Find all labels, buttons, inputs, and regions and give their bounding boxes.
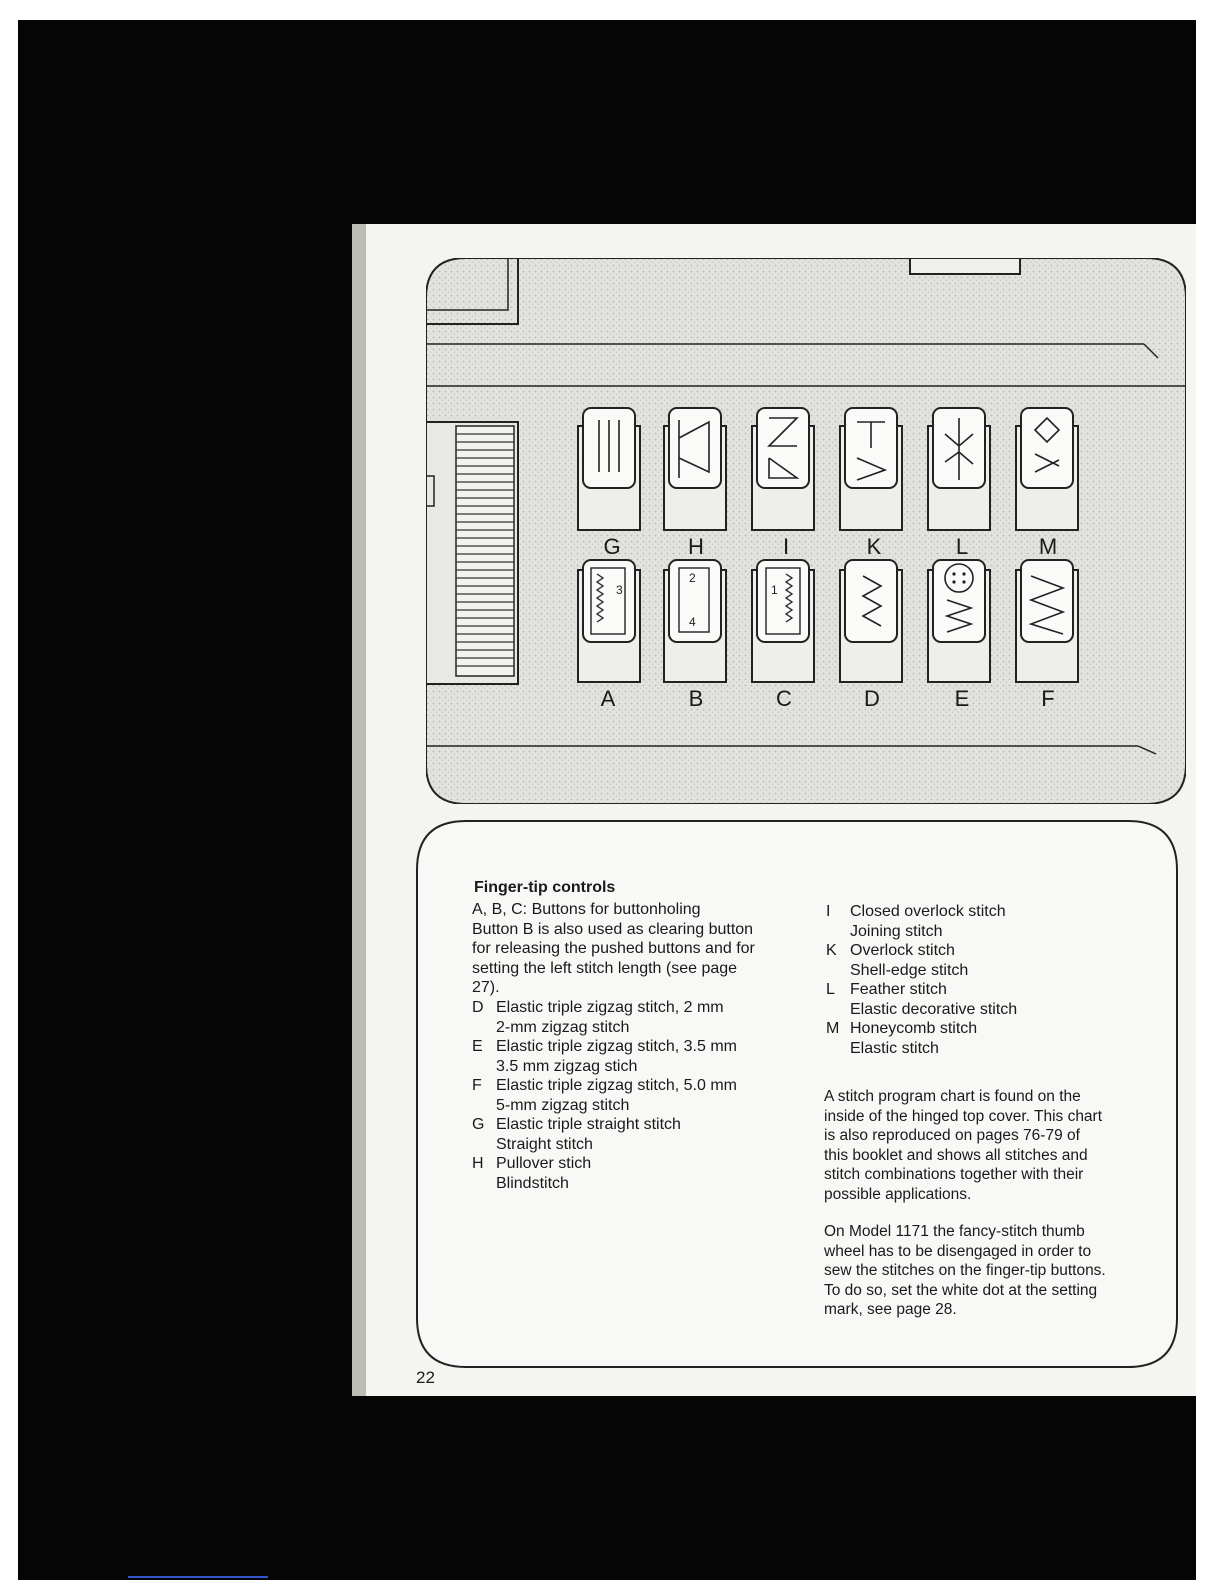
- note-line: A stitch program chart is found on the: [824, 1088, 1081, 1105]
- button-m: [1016, 408, 1078, 530]
- note-line: To do so, set the white dot at the setting: [824, 1281, 1098, 1299]
- item-line: Shell-edge stitch: [850, 961, 969, 979]
- list-item: [472, 1037, 737, 1076]
- list-item: [472, 1076, 737, 1115]
- intro-line: setting the left stitch length (see page: [472, 959, 738, 977]
- item-key: H: [472, 1155, 484, 1172]
- note-line: mark, see page 28.: [824, 1301, 957, 1318]
- intro-line: A, B, C: Buttons for buttonholing: [472, 901, 701, 918]
- stitch-list-left: [472, 998, 737, 1193]
- item-key: I: [826, 903, 831, 920]
- list-item: [472, 1154, 737, 1193]
- note-line: On Model 1171 the fancy-stitch thumb: [824, 1223, 1085, 1240]
- item-line: Elastic triple zigzag stitch, 3.5 mm: [496, 1038, 737, 1055]
- item-line: Honeycomb stitch: [850, 1020, 978, 1037]
- item-line: 5-mm zigzag stitch: [496, 1096, 630, 1114]
- list-item: [472, 1115, 737, 1154]
- button-k: [840, 408, 902, 530]
- item-line: Elastic triple zigzag stitch, 2 mm: [496, 999, 724, 1016]
- item-key: E: [472, 1038, 483, 1055]
- item-line: Elastic triple zigzag stitch, 5.0 mm: [496, 1077, 737, 1094]
- item-key: D: [472, 999, 484, 1016]
- note-line: this booklet and shows all stitches and: [824, 1146, 1088, 1164]
- item-key: L: [826, 981, 835, 998]
- list-item: [472, 998, 737, 1037]
- item-line: 2-mm zigzag stitch: [496, 1018, 630, 1036]
- label-a: A: [600, 686, 616, 711]
- label-f: F: [1041, 686, 1055, 711]
- scan-edge-line: [128, 1576, 268, 1578]
- item-line: Overlock stitch: [850, 942, 955, 959]
- item-line: Elastic stitch: [850, 1039, 939, 1057]
- item-line: Elastic triple straight stitch: [496, 1116, 681, 1133]
- note-line: possible applications.: [824, 1185, 972, 1203]
- list-item: [826, 980, 1017, 1019]
- button-a-digit: 3: [616, 583, 623, 597]
- label-c: C: [776, 686, 792, 711]
- label-l: L: [955, 534, 969, 559]
- finger-tip-controls-illustration: [426, 258, 1186, 804]
- button-f: [1016, 560, 1078, 682]
- button-c-digit: 1: [771, 583, 778, 597]
- item-key: F: [472, 1077, 482, 1094]
- item-key: K: [826, 942, 837, 959]
- model-note-paragraph: [824, 1222, 1154, 1320]
- item-key: M: [826, 1020, 840, 1037]
- button-h: [664, 408, 726, 530]
- item-line: Closed overlock stitch: [850, 903, 1006, 920]
- button-b: [664, 560, 726, 682]
- item-line: Elastic decorative stitch: [850, 1000, 1018, 1018]
- button-l: [928, 408, 990, 530]
- label-m: M: [1038, 534, 1058, 559]
- item-key: G: [472, 1116, 485, 1133]
- note-line: stitch combinations together with their: [824, 1166, 1084, 1183]
- item-line: 3.5 mm zigzag stich: [496, 1057, 638, 1075]
- note-line: sew the stitches on the finger-tip buttons.: [824, 1262, 1106, 1279]
- item-line: Joining stitch: [850, 922, 943, 940]
- note-line: is also reproduced on pages 76-79 of: [824, 1127, 1080, 1144]
- intro-line: 27).: [472, 979, 500, 996]
- button-d: [840, 560, 902, 682]
- chart-note-paragraph: [824, 1087, 1154, 1204]
- page-binding-edge: [352, 224, 366, 1396]
- label-e: E: [954, 686, 970, 711]
- intro-line: Button B is also used as clearing button: [472, 920, 754, 938]
- note-line: inside of the hinged top cover. This chart: [824, 1107, 1103, 1125]
- stitch-list-right: [826, 902, 1017, 1058]
- item-line: Blindstitch: [496, 1174, 569, 1192]
- button-a: [578, 560, 640, 682]
- page-number: 22: [416, 1368, 435, 1387]
- button-b-digit-top: 2: [689, 571, 696, 585]
- list-item: [826, 902, 1017, 941]
- label-d: D: [864, 686, 880, 711]
- label-h: H: [688, 534, 704, 559]
- button-i: [752, 408, 814, 530]
- button-e: [928, 560, 990, 682]
- label-b: B: [688, 686, 704, 711]
- section-heading: Finger-tip controls: [474, 879, 616, 896]
- list-item: [826, 1019, 1017, 1058]
- button-g: [578, 408, 640, 530]
- list-item: [826, 941, 1017, 980]
- intro-line: for releasing the pushed buttons and for: [472, 940, 755, 957]
- note-line: wheel has to be disengaged in order to: [824, 1242, 1092, 1260]
- button-b-digit-bottom: 4: [689, 615, 696, 629]
- item-line: Pullover stich: [496, 1155, 592, 1172]
- label-k: K: [866, 534, 882, 559]
- item-line: Feather stitch: [850, 981, 947, 998]
- item-line: Straight stitch: [496, 1135, 593, 1153]
- label-i: I: [782, 534, 790, 559]
- label-g: G: [603, 534, 621, 559]
- intro-paragraph: [472, 900, 755, 998]
- button-c: [752, 560, 814, 682]
